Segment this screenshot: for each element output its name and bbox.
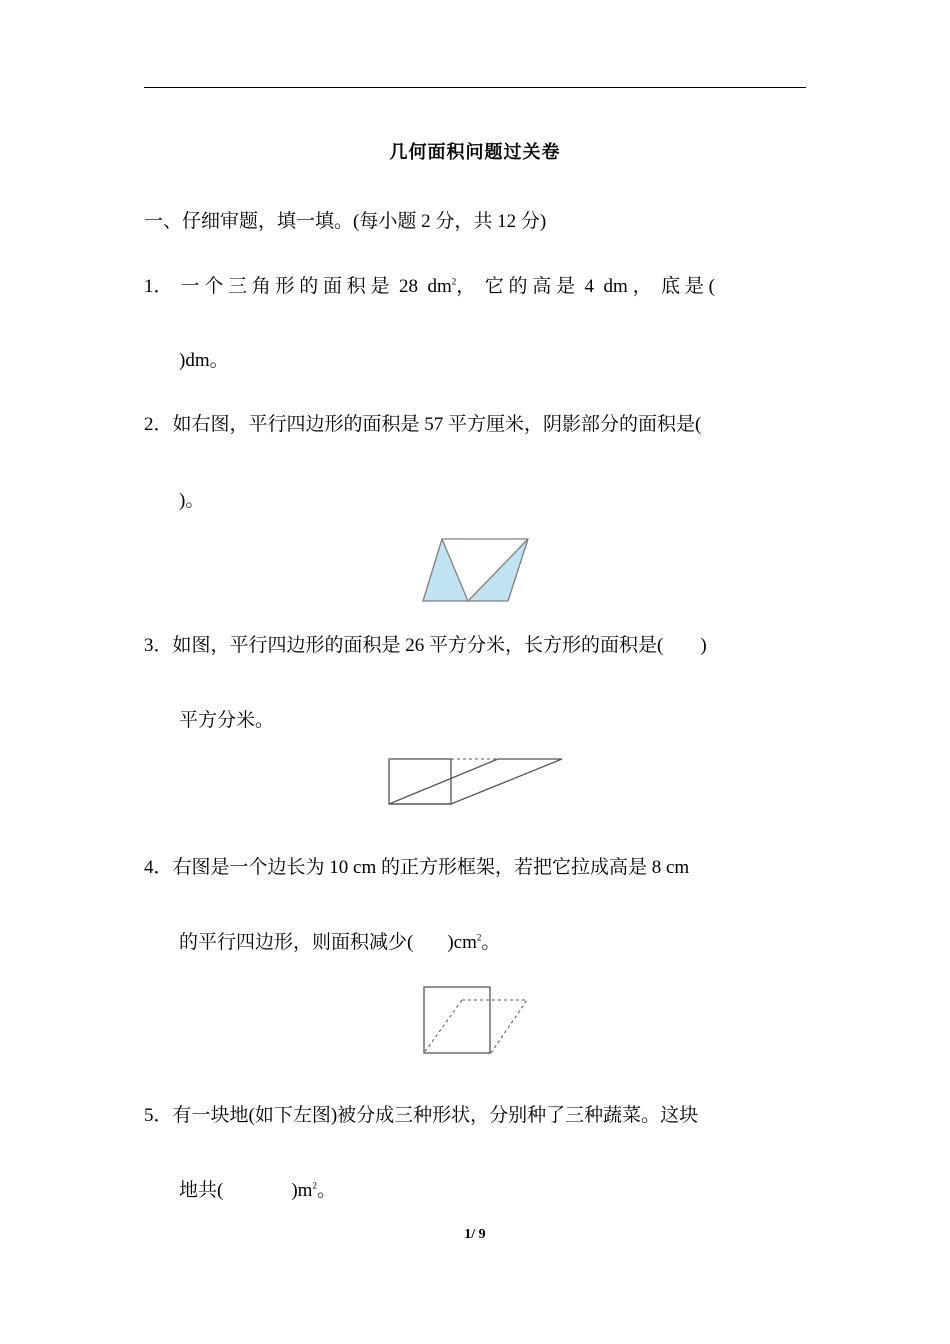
header-rule [144,87,806,88]
superscript: 2 [312,1180,317,1191]
question-text: 如右图，平行四边形的面积是 57 平方厘米，阴影部分的面积是( [172,414,702,435]
question-5-line-1 [144,1104,698,1128]
rectangle [389,759,451,804]
parallelogram [389,759,562,804]
square [424,987,490,1053]
unit-text: )m [291,1180,313,1201]
question-text: 如图，平行四边形的面积是 26 平方分米，长方形的面积是( [172,635,664,656]
superscript: 2 [451,276,457,287]
question-1-line-2: )dm。 [179,350,229,371]
question-text: ， 它 的 高 是 4 dm ， 底 是 ( [456,276,715,297]
question-2-line-2: )。 [179,490,205,511]
question-2-line-1 [144,413,701,437]
question-4-line-2 [179,931,500,955]
unit-text: )cm [447,932,477,953]
question-5-line-2 [179,1179,336,1203]
question-number: 3． [144,635,173,656]
punctuation: 。 [481,932,501,953]
question-text: 一 个 三 角 形 的 面 积 是 28 dm [180,276,452,297]
page-title: 几何面积问题过关卷 [389,142,561,163]
section-heading: 一、仔细审题，填一填。(每小题 2 分，共 12 分) [144,211,547,232]
question-text: 右图是一个边长为 10 cm 的正方形框架，若把它拉成高是 8 cm [172,857,690,878]
square-frame-figure [420,983,532,1057]
parallelogram-shaded-figure [420,536,532,604]
question-text: 地共( [179,1180,224,1201]
punctuation: 。 [316,1180,336,1201]
question-1-line-1 [144,275,715,299]
page-number: 1/ 9 [464,1227,486,1242]
question-text: 有一块地(如下左图)被分成三种形状，分别种了三种蔬菜。这块 [172,1105,699,1126]
question-number: 4． [144,857,173,878]
answer-blank-close: ) [700,635,707,656]
question-4-line-1 [144,856,689,880]
question-number: 2． [144,414,173,435]
question-3-line-1 [144,634,707,658]
rectangle-parallelogram-figure [386,756,566,808]
question-number: 5． [144,1105,173,1126]
question-3-line-2: 平方分米。 [179,710,275,731]
dashed-parallelogram [424,1000,527,1053]
superscript: 2 [476,932,482,943]
question-text: 的平行四边形，则面积减少( [179,932,414,953]
question-number: 1． [144,276,173,297]
